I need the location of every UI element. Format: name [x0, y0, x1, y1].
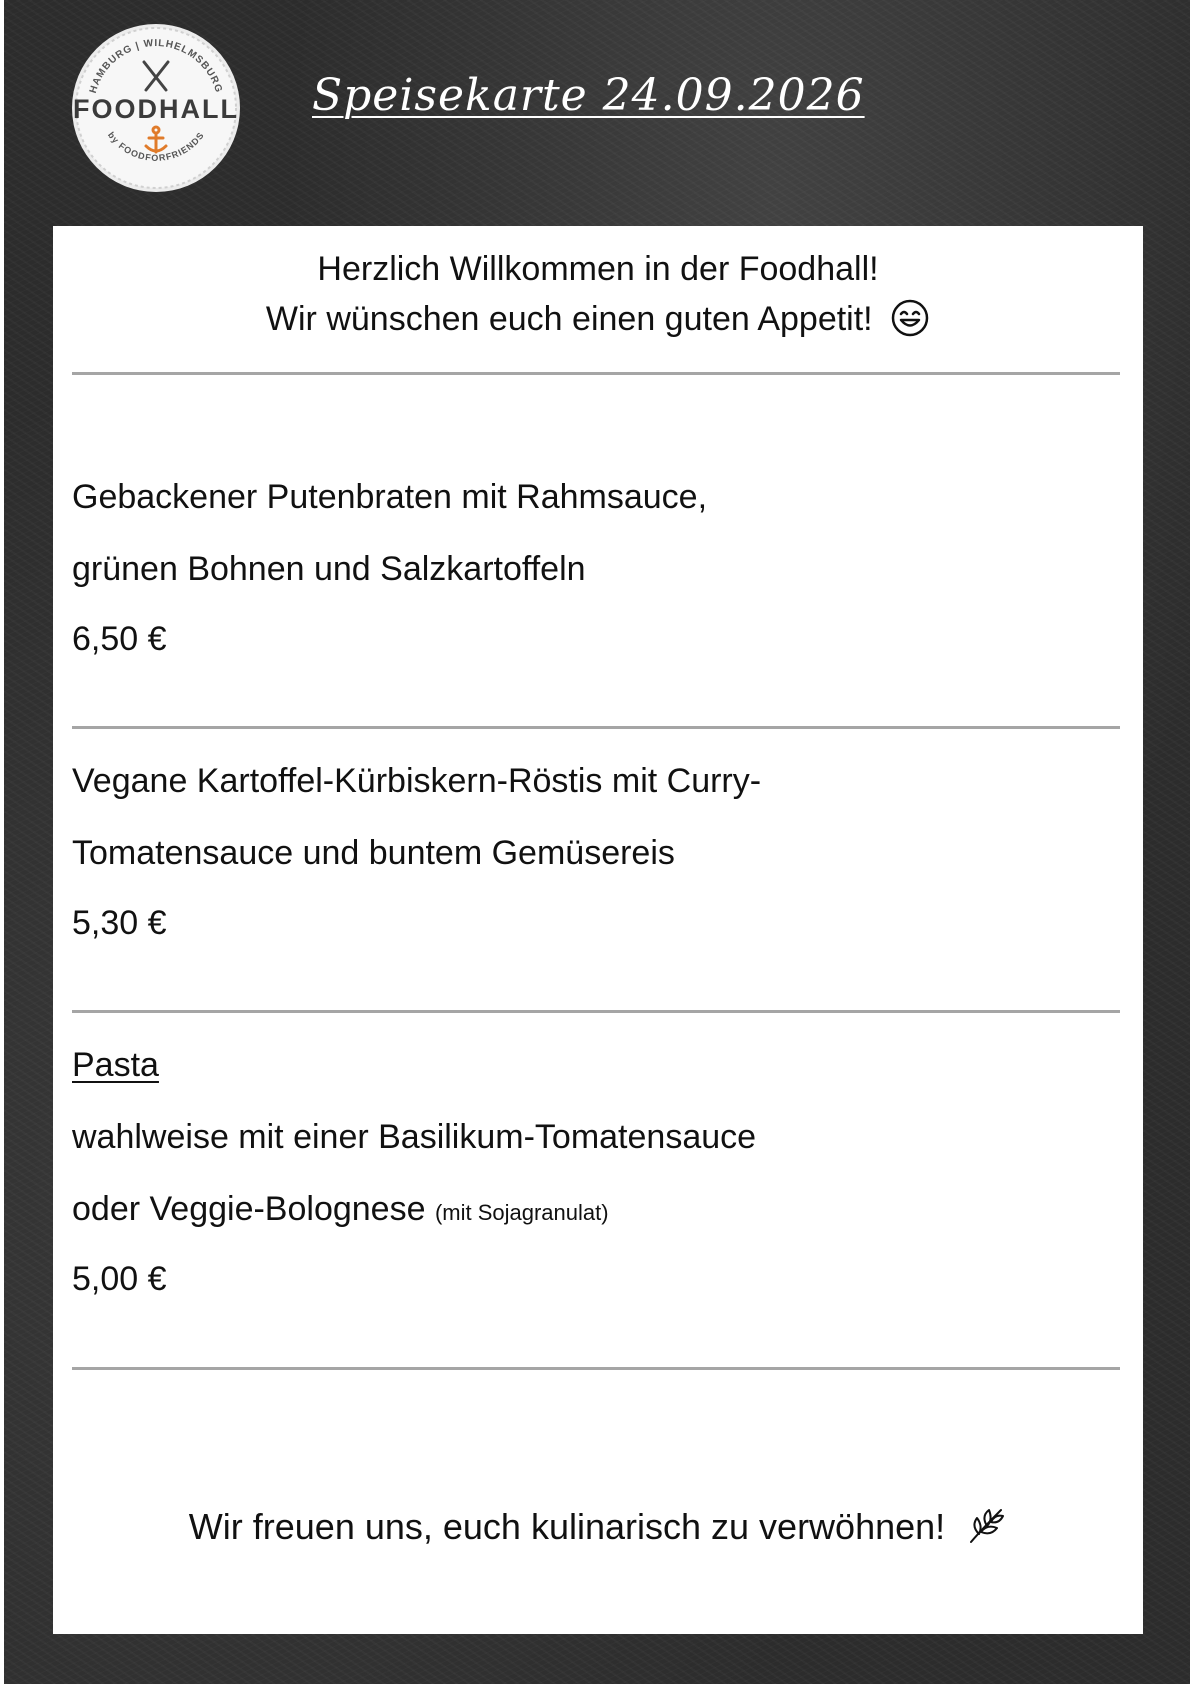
dish-1-line-2: grünen Bohnen und Salzkartoffeln — [72, 550, 586, 588]
menu-panel — [53, 226, 1143, 1634]
dish-1-price: 6,50 € — [72, 620, 167, 658]
logo-top-arc-text: HAMBURG | WILHELMSBURG — [87, 37, 225, 95]
divider — [72, 726, 1120, 729]
dish-2 — [72, 762, 1112, 962]
divider — [72, 1367, 1120, 1370]
welcome-block — [53, 244, 1143, 344]
page-title: Speisekarte 24.09.2026 — [312, 70, 865, 121]
foodhall-logo — [70, 22, 242, 194]
dish-2-price: 5,30 € — [72, 904, 167, 942]
smiley-icon — [890, 298, 930, 338]
dish-3-heading: Pasta — [72, 1046, 159, 1084]
dish-1-line-1: Gebackener Putenbraten mit Rahmsauce, — [72, 478, 708, 516]
dish-3-price: 5,00 € — [72, 1260, 167, 1298]
divider — [72, 1010, 1120, 1013]
dish-3-note: (mit Sojagranulat) — [434, 1200, 609, 1225]
closing-line — [53, 1506, 1143, 1550]
dish-3 — [72, 1046, 1112, 1346]
closing-text: Wir freuen uns, euch kulinarisch zu verwöhnen! — [188, 1506, 946, 1547]
dish-3-line-2-wrap — [72, 1190, 609, 1229]
leaf-sprig-icon — [965, 1504, 1007, 1546]
dish-1 — [72, 478, 1112, 678]
logo-bottom-arc-text: by FOODFORFRIENDS — [105, 130, 207, 163]
logo-name: FOODHALL — [73, 94, 239, 124]
dish-2-line-1: Vegane Kartoffel-Kürbiskern-Röstis mit Curry- — [72, 762, 762, 800]
welcome-line-1: Herzlich Willkommen in der Foodhall! — [317, 250, 879, 288]
dish-3-line-1: wahlweise mit einer Basilikum-Tomatensauce — [72, 1118, 757, 1156]
welcome-line-2-wrap — [53, 294, 1143, 344]
divider — [72, 372, 1120, 375]
dish-3-line-2: oder Veggie-Bolognese — [72, 1190, 426, 1228]
welcome-line-2: Wir wünschen euch einen guten Appetit! — [265, 300, 873, 338]
dish-2-line-2: Tomatensauce und buntem Gemüsereis — [72, 834, 675, 872]
